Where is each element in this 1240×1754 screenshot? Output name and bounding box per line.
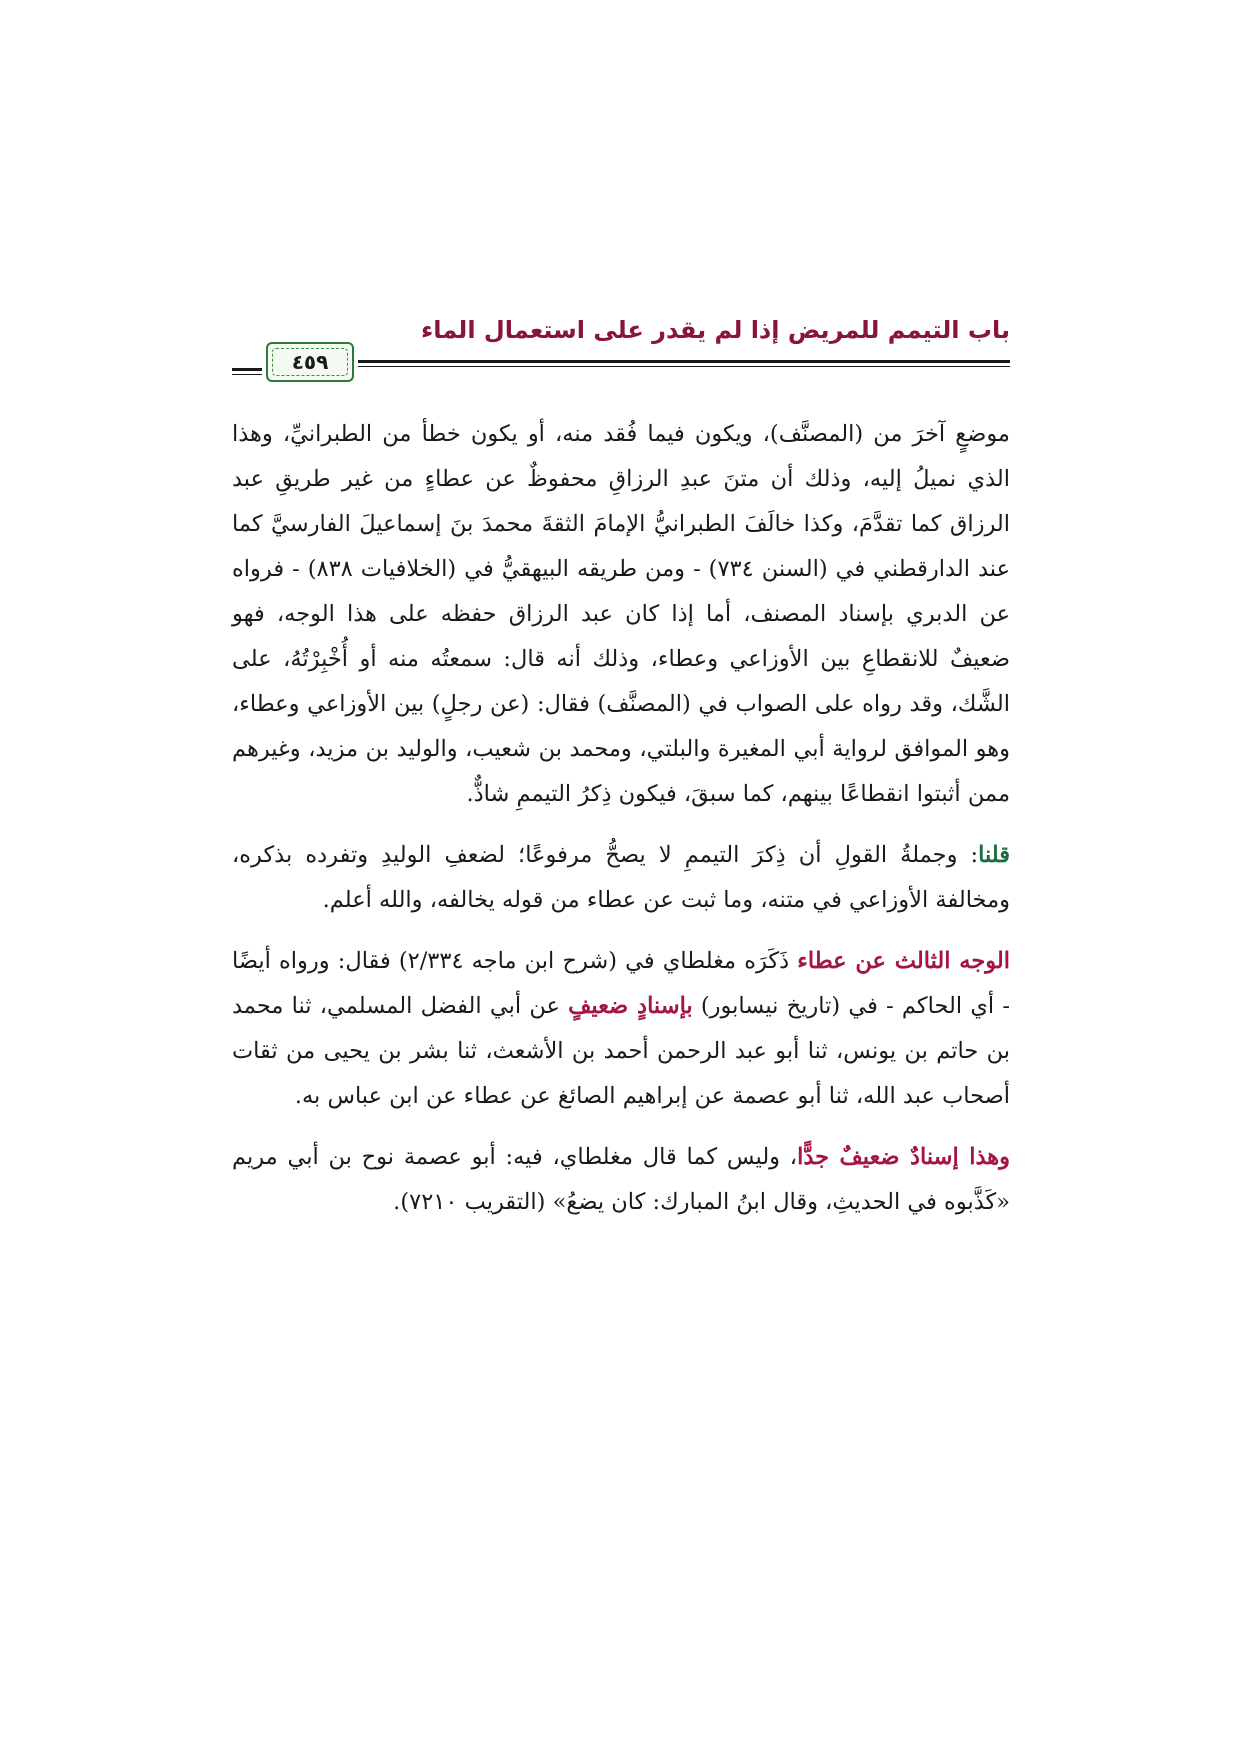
paragraph-1: موضعٍ آخرَ من (المصنَّف)، ويكون فيما فُقد منه، أو يكون خطأ من الطبرانيِّ، وهذا الذي نميلُ إليه، وذلك أن متنَ عبدِ الرزاقِ محفوظٌ عن عطاءٍ من غير طريقِ عبد الرزاق كما تقدَّمَ، وكذا خالَفَ الطبرانيُّ الإمامَ الثقةَ محمدَ بنَ إسماعيلَ الفارسيَّ كما عند الدارقطني في (السنن ٧٣٤) - ومن طريقه البيهقيُّ في (الخلافيات ٨٣٨) - فرواه عن الدبري بإسناد المصنف، أما إذا كان عبد الرزاق حفظه على هذا الوجه، فهو ضعيفٌ للانقطاعِ بين الأوزاعي وعطاء، وذلك أنه قال: سمعتُه منه أو أُخْبِرْتُهُ، على الشَّك، وقد رواه على الصواب في (المصنَّف) فقال: (عن رجلٍ) بين الأوزاعي وعطاء، وهو الموافق لرواية أبي المغيرة والبلتي، ومحمد بن شعيب، والوليد بن مزيد، وغيرهم ممن أثبتوا انقطاعًا بينهم، كما سبقَ، فيكون ذِكرُ التيممِ شاذٌّ. xyxy=(232,421,1011,807)
weak-isnad-emphasis: بإسنادٍ ضعيفٍ xyxy=(568,993,693,1019)
third-aspect-heading: الوجه الثالث عن عطاء xyxy=(797,948,1010,974)
main-text xyxy=(232,412,1010,1241)
paragraph-4-text: ، وليس كما قال مغلطاي، فيه: أبو عصمة نوح بن أبي مريم «كَذَّبوه في الحديثِ، وقال ابنُ المبارك: كان يضعُ» (التقريب ٧٢١٠). xyxy=(232,1144,1010,1215)
paragraph-3-text-b: عن أبي الفضل المسلمي، ثنا محمد بن حاتم بن يونس، ثنا أبو عبد الرحمن أحمد بن الأشعث، ثنا بشر بن يحيى من ثقات أصحاب عبد الله، ثنا أبو عصمة عن إبراهيم الصائغ عن عطاء عن ابن عباس به. xyxy=(232,993,1010,1109)
header-rule xyxy=(358,366,1010,367)
header-rule xyxy=(358,360,1010,363)
paragraph-2-text: : وجملةُ القولِ أن ذِكرَ التيممِ لا يصحُّ مرفوعًا؛ لضعفِ الوليدِ وتفرده بذكره، ومخالفة الأوزاعي في متنه، وما ثبت عن عطاء من قوله يخالفه، والله أعلم. xyxy=(232,842,1010,913)
paragraph-2 xyxy=(232,833,1010,923)
header-rule xyxy=(232,374,262,375)
paragraph-4 xyxy=(232,1135,1010,1225)
paragraph-3 xyxy=(232,939,1010,1119)
qulna-lead: قلنا xyxy=(978,842,1010,868)
running-title: باب التيمم للمريض إذا لم يقدر على استعمال الماء xyxy=(420,316,1010,344)
page-number-badge xyxy=(266,342,354,382)
header-rule xyxy=(232,368,262,371)
very-weak-isnad-heading: وهذا إسنادٌ ضعيفٌ جدًّا xyxy=(797,1144,1010,1170)
page-header xyxy=(232,316,1010,388)
paragraph-3-text-a: ذَكَرَه مغلطاي في (شرح ابن ماجه ٢/٣٣٤) فقال: ورواه أيضًا - أي الحاكم - في (تاريخ نيسابور) xyxy=(232,948,1010,1019)
page-number: ٤٥٩ xyxy=(291,350,329,374)
